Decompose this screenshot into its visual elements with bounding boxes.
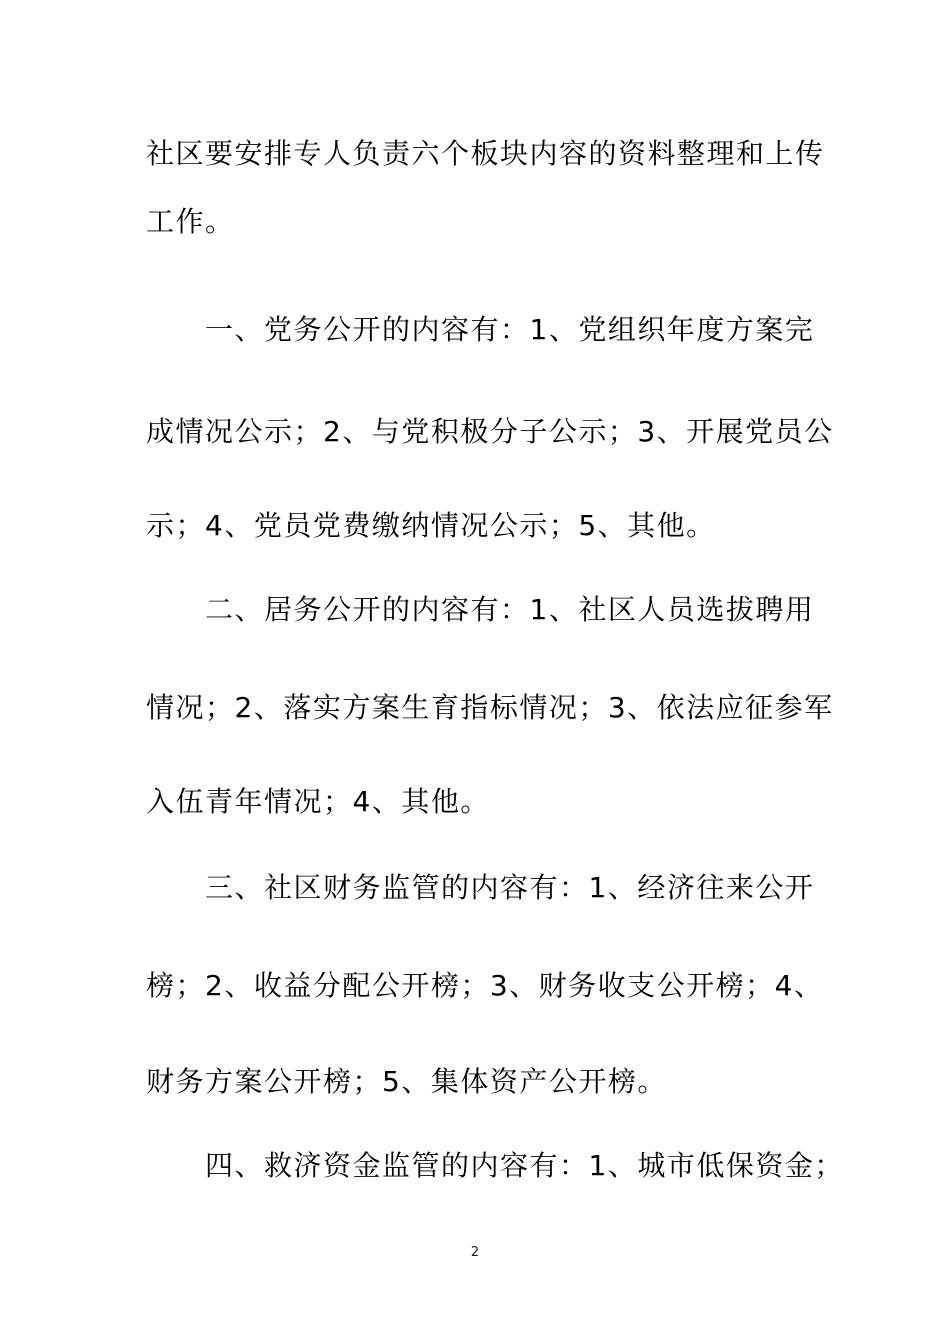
text-line-3: 一、党务公开的内容有：1、党组织年度方案完 [205, 313, 815, 346]
text-line-9: 三、社区财务监管的内容有：1、经济往来公开 [205, 871, 815, 904]
text-line-5: 示；4、党员党费缴纳情况公示；5、其他。 [146, 509, 716, 542]
text-line-6: 二、居务公开的内容有：1、社区人员选拔聘用 [205, 593, 815, 626]
text-line-12: 四、救济资金监管的内容有：1、城市低保资金； [205, 1149, 844, 1182]
text-line-4: 成情况公示；2、与党积极分子公示；3、开展党员公 [146, 415, 834, 448]
text-line-11: 财务方案公开榜；5、集体资产公开榜。 [146, 1065, 667, 1098]
text-line-1: 社区要安排专人负责六个板块内容的资料整理和上传 [146, 137, 825, 170]
page-number: 2 [470, 1245, 480, 1260]
text-line-8: 入伍青年情况；4、其他。 [146, 785, 490, 818]
text-line-10: 榜；2、收益分配公开榜；3、财务收支公开榜；4、 [146, 969, 824, 1002]
text-line-2: 工作。 [146, 205, 235, 238]
text-line-7: 情况；2、落实方案生育指标情况；3、依法应征参军 [146, 691, 834, 724]
